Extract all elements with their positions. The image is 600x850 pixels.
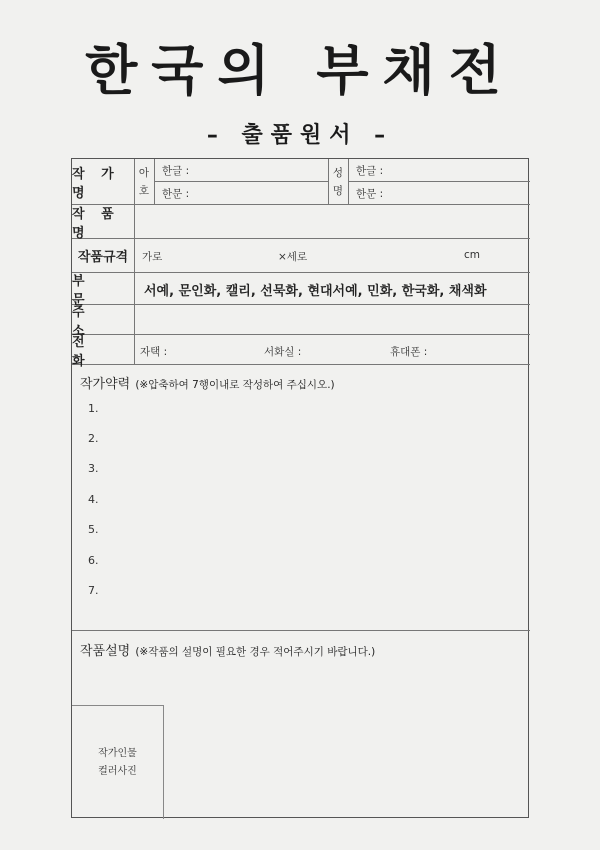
address-label-text: 주 소	[72, 304, 105, 339]
career-title: 작가약력	[80, 377, 131, 392]
mobile-phone-field[interactable]: 휴대폰 :	[390, 346, 428, 358]
photo-caption-line-1: 작가인물	[98, 747, 137, 759]
address-field[interactable]	[134, 305, 530, 334]
career-item-4[interactable]: 4.	[88, 493, 99, 506]
career-item-2[interactable]: 2.	[88, 432, 99, 445]
real-name-hanmun-field[interactable]: 한문 :	[356, 188, 384, 200]
artist-photo-box[interactable]	[72, 705, 164, 819]
career-heading	[80, 373, 335, 392]
pen-name-label-1: 아	[138, 166, 150, 179]
real-name-label	[328, 159, 349, 204]
real-name-label-2: 명	[332, 184, 344, 197]
phone-label-text: 전 화	[72, 334, 105, 369]
career-note: (※압축하여 7행이내로 작성하여 주십시오.)	[135, 379, 335, 391]
category-label-text: 부 문	[72, 273, 105, 308]
work-title-label: 작 품 명	[72, 205, 135, 238]
category-label	[72, 273, 135, 308]
description-field[interactable]	[164, 659, 528, 815]
career-item-6[interactable]: 6.	[88, 554, 99, 567]
height-field[interactable]: ×세로	[278, 251, 308, 263]
phone-row	[72, 334, 530, 369]
artist-name-label: 작 가 명	[72, 159, 135, 204]
width-field[interactable]: 가로	[142, 251, 163, 263]
work-size-row	[72, 239, 530, 273]
work-title-row	[72, 205, 530, 239]
description-note: (※작품의 설명이 필요한 경우 적어주시기 바랍니다.)	[135, 646, 376, 658]
photo-caption-line-2: 컬러사진	[98, 765, 137, 777]
work-size-label: 작품규격	[72, 239, 135, 272]
application-form	[71, 158, 529, 818]
description-title: 작품설명	[80, 644, 131, 659]
phone-label	[72, 334, 135, 369]
artist-name-row	[72, 159, 530, 205]
home-phone-field[interactable]: 자택 :	[140, 346, 168, 358]
career-item-5[interactable]: 5.	[88, 523, 99, 536]
description-heading	[80, 640, 375, 659]
real-name-hangul-field[interactable]: 한글 :	[356, 165, 384, 177]
page-title: 한국의 부채전	[85, 38, 515, 102]
career-item-7[interactable]: 7.	[88, 584, 99, 597]
size-unit: cm	[464, 249, 481, 261]
form-subtitle: – 출품원서 –	[206, 123, 394, 148]
career-item-1[interactable]: 1.	[88, 402, 99, 415]
career-section	[72, 365, 530, 631]
pen-name-label-2: 호	[138, 184, 150, 197]
pen-name-hanmun-field[interactable]: 한문 :	[162, 188, 190, 200]
career-item-3[interactable]: 3.	[88, 462, 99, 475]
work-title-field[interactable]	[134, 205, 530, 238]
studio-phone-field[interactable]: 서화실 :	[264, 346, 302, 358]
category-options: 서예, 문인화, 캘리, 선묵화, 현대서예, 민화, 한국화, 채색화	[144, 284, 487, 299]
pen-name-label	[134, 159, 155, 204]
real-name-label-1: 성	[332, 166, 344, 179]
pen-name-hangul-field[interactable]: 한글 :	[162, 165, 190, 177]
